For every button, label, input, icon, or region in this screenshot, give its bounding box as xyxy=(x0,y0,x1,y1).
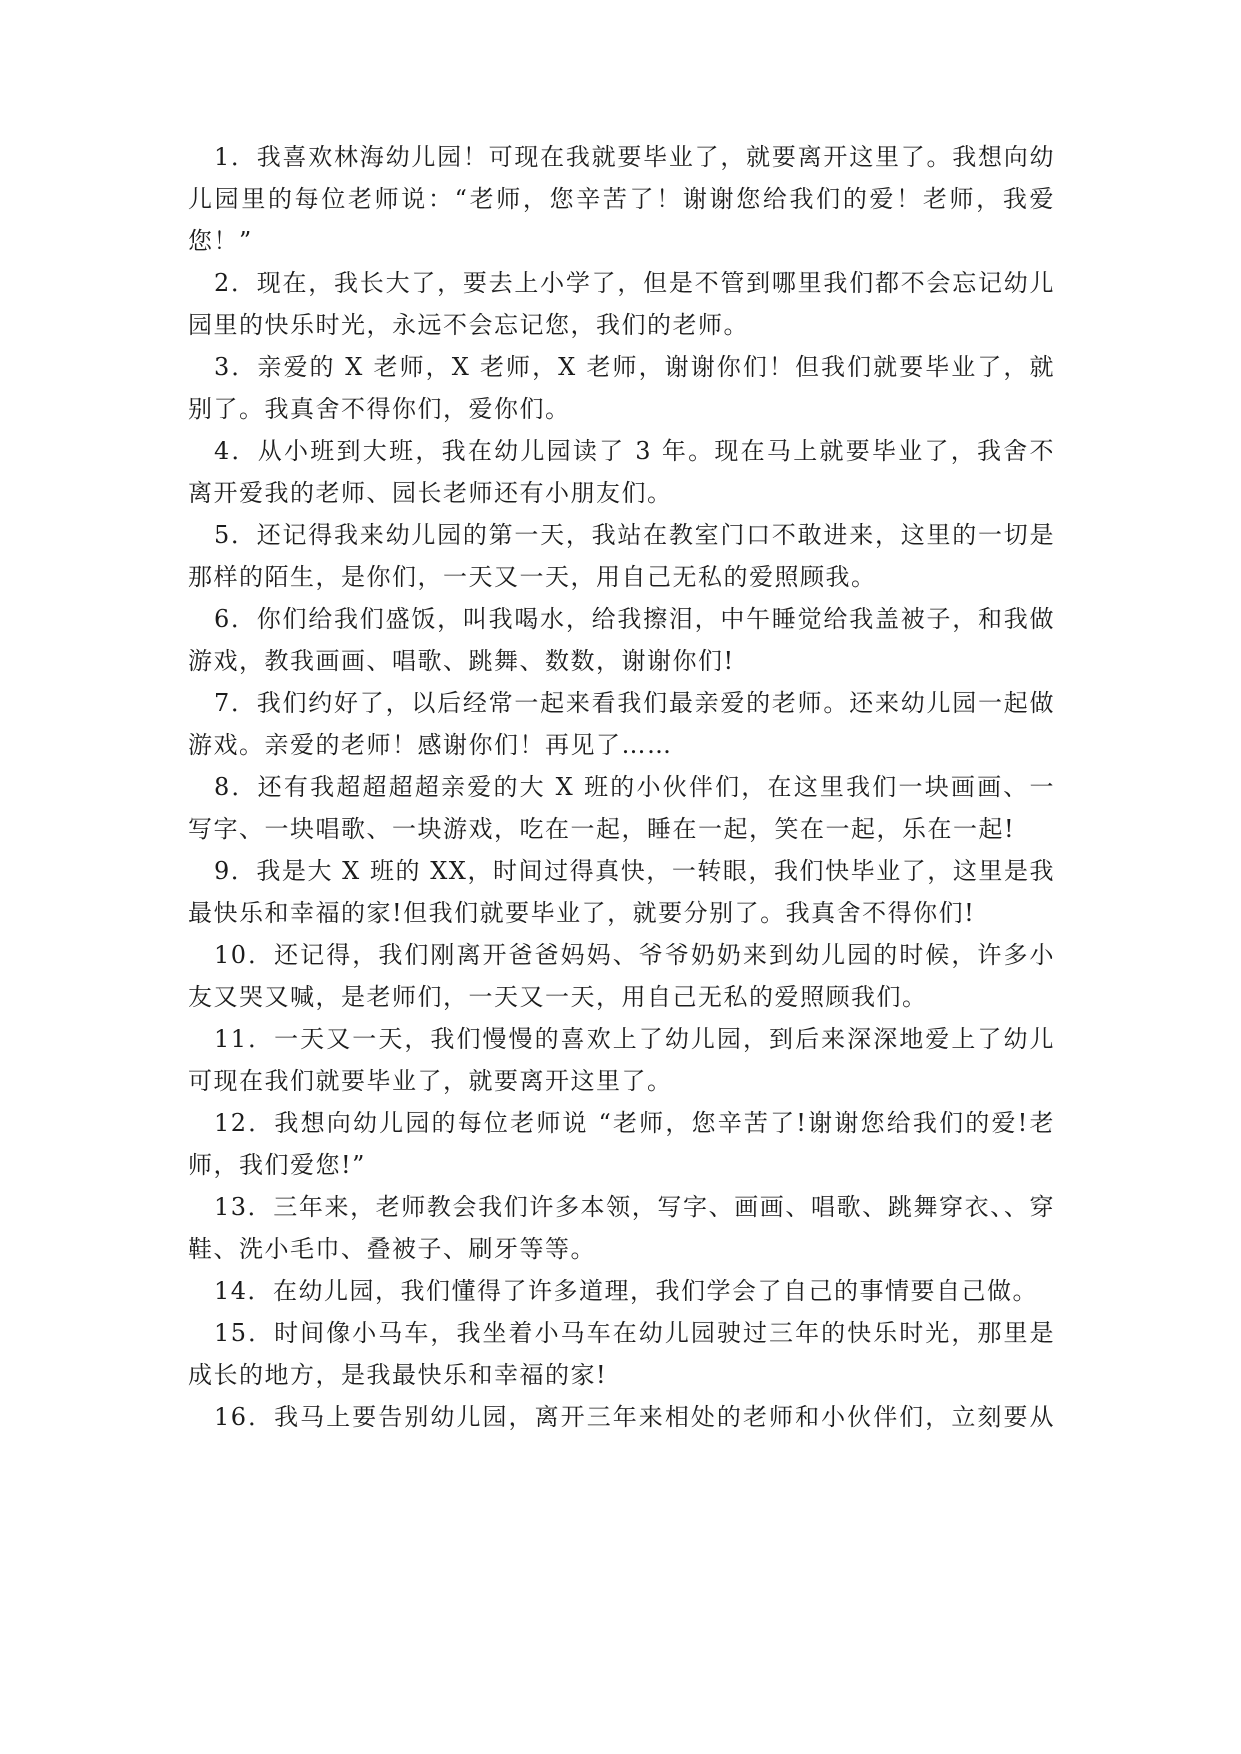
paragraph-10 xyxy=(188,934,1055,1018)
text-line: 7．我们约好了，以后经常一起来看我们最亲爱的老师。还来幼儿园一起做 xyxy=(214,689,1055,717)
paragraph-14 xyxy=(188,1270,1055,1312)
text-line: 14．在幼儿园，我们懂得了许多道理，我们学会了自己的事情要自己做。 xyxy=(214,1277,1039,1305)
paragraph-4 xyxy=(188,430,1055,514)
text-line: 3．亲爱的 X 老师，X 老师，X 老师，谢谢你们！但我们就要毕业了，就 xyxy=(214,353,1055,381)
paragraph-12 xyxy=(188,1102,1055,1186)
text-line: 儿园里的每位老师说：“老师，您辛苦了！谢谢您给我们的爱！老师，我爱 xyxy=(188,185,1055,213)
paragraph-11 xyxy=(188,1018,1055,1102)
text-line: 游戏。亲爱的老师！感谢你们！再见了…… xyxy=(188,731,673,759)
paragraph-15 xyxy=(188,1312,1055,1396)
text-line: 师，我们爱您!” xyxy=(188,1151,366,1179)
text-line: 离开爱我的老师、园长老师还有小朋友们。 xyxy=(188,479,673,507)
paragraph-6 xyxy=(188,598,1055,682)
text-line: 12．我想向幼儿园的每位老师说 “老师，您辛苦了!谢谢您给我们的爱!老 xyxy=(214,1109,1055,1137)
text-line: 友又哭又喊，是老师们，一天又一天，用自己无私的爱照顾我们。 xyxy=(188,983,928,1011)
text-line: 别了。我真舍不得你们，爱你们。 xyxy=(188,395,571,423)
text-line: 游戏，教我画画、唱歌、跳舞、数数，谢谢你们! xyxy=(188,647,735,675)
paragraph-13 xyxy=(188,1186,1055,1270)
text-line: 1．我喜欢林海幼儿园！可现在我就要毕业了，就要离开这里了。我想向幼 xyxy=(214,143,1055,171)
paragraph-7 xyxy=(188,682,1055,766)
paragraph-3 xyxy=(188,346,1055,430)
text-line: 那样的陌生，是你们，一天又一天，用自己无私的爱照顾我。 xyxy=(188,563,877,591)
text-line: 15．时间像小马车，我坐着小马车在幼儿园驶过三年的快乐时光，那里是 xyxy=(214,1319,1055,1347)
text-line: 园里的快乐时光，永远不会忘记您，我们的老师。 xyxy=(188,311,749,339)
text-line: 可现在我们就要毕业了，就要离开这里了。 xyxy=(188,1067,673,1095)
paragraph-5 xyxy=(188,514,1055,598)
text-line: 11．一天又一天，我们慢慢的喜欢上了幼儿园，到后来深深地爱上了幼儿 xyxy=(214,1025,1055,1053)
text-line: 您！” xyxy=(188,227,253,255)
document-body xyxy=(188,136,1055,1438)
text-line: 5．还记得我来幼儿园的第一天，我站在教室门口不敢进来，这里的一切是 xyxy=(214,521,1055,549)
text-line: 写字、一块唱歌、一块游戏，吃在一起，睡在一起，笑在一起，乐在一起! xyxy=(188,815,1016,843)
paragraph-16 xyxy=(188,1396,1055,1438)
paragraph-2 xyxy=(188,262,1055,346)
text-line: 最快乐和幸福的家!但我们就要毕业了，就要分别了。我真舍不得你们! xyxy=(188,899,976,927)
text-line: 13．三年来，老师教会我们许多本领，写字、画画、唱歌、跳舞穿衣、、穿 xyxy=(214,1193,1055,1221)
text-line: 6．你们给我们盛饭，叫我喝水，给我擦泪，中午睡觉给我盖被子，和我做 xyxy=(214,605,1055,633)
text-line: 2．现在，我长大了，要去上小学了，但是不管到哪里我们都不会忘记幼儿 xyxy=(214,269,1055,297)
text-line: 鞋、洗小毛巾、叠被子、刷牙等等。 xyxy=(188,1235,596,1263)
text-line: 9．我是大 X 班的 XX，时间过得真快，一转眼，我们快毕业了，这里是我 xyxy=(214,857,1055,885)
text-line: 16．我马上要告别幼儿园，离开三年来相处的老师和小伙伴们，立刻要从 xyxy=(214,1403,1055,1431)
paragraph-9 xyxy=(188,850,1055,934)
paragraph-8 xyxy=(188,766,1055,850)
paragraph-1 xyxy=(188,136,1055,262)
text-line: 成长的地方，是我最快乐和幸福的家! xyxy=(188,1361,608,1389)
text-line: 4．从小班到大班，我在幼儿园读了 3 年。现在马上就要毕业了，我舍不 xyxy=(214,437,1055,465)
text-line: 8．还有我超超超超亲爱的大 X 班的小伙伴们，在这里我们一块画画、一 xyxy=(214,773,1055,801)
text-line: 10．还记得，我们刚离开爸爸妈妈、爷爷奶奶来到幼儿园的时候，许多小 xyxy=(214,941,1055,969)
